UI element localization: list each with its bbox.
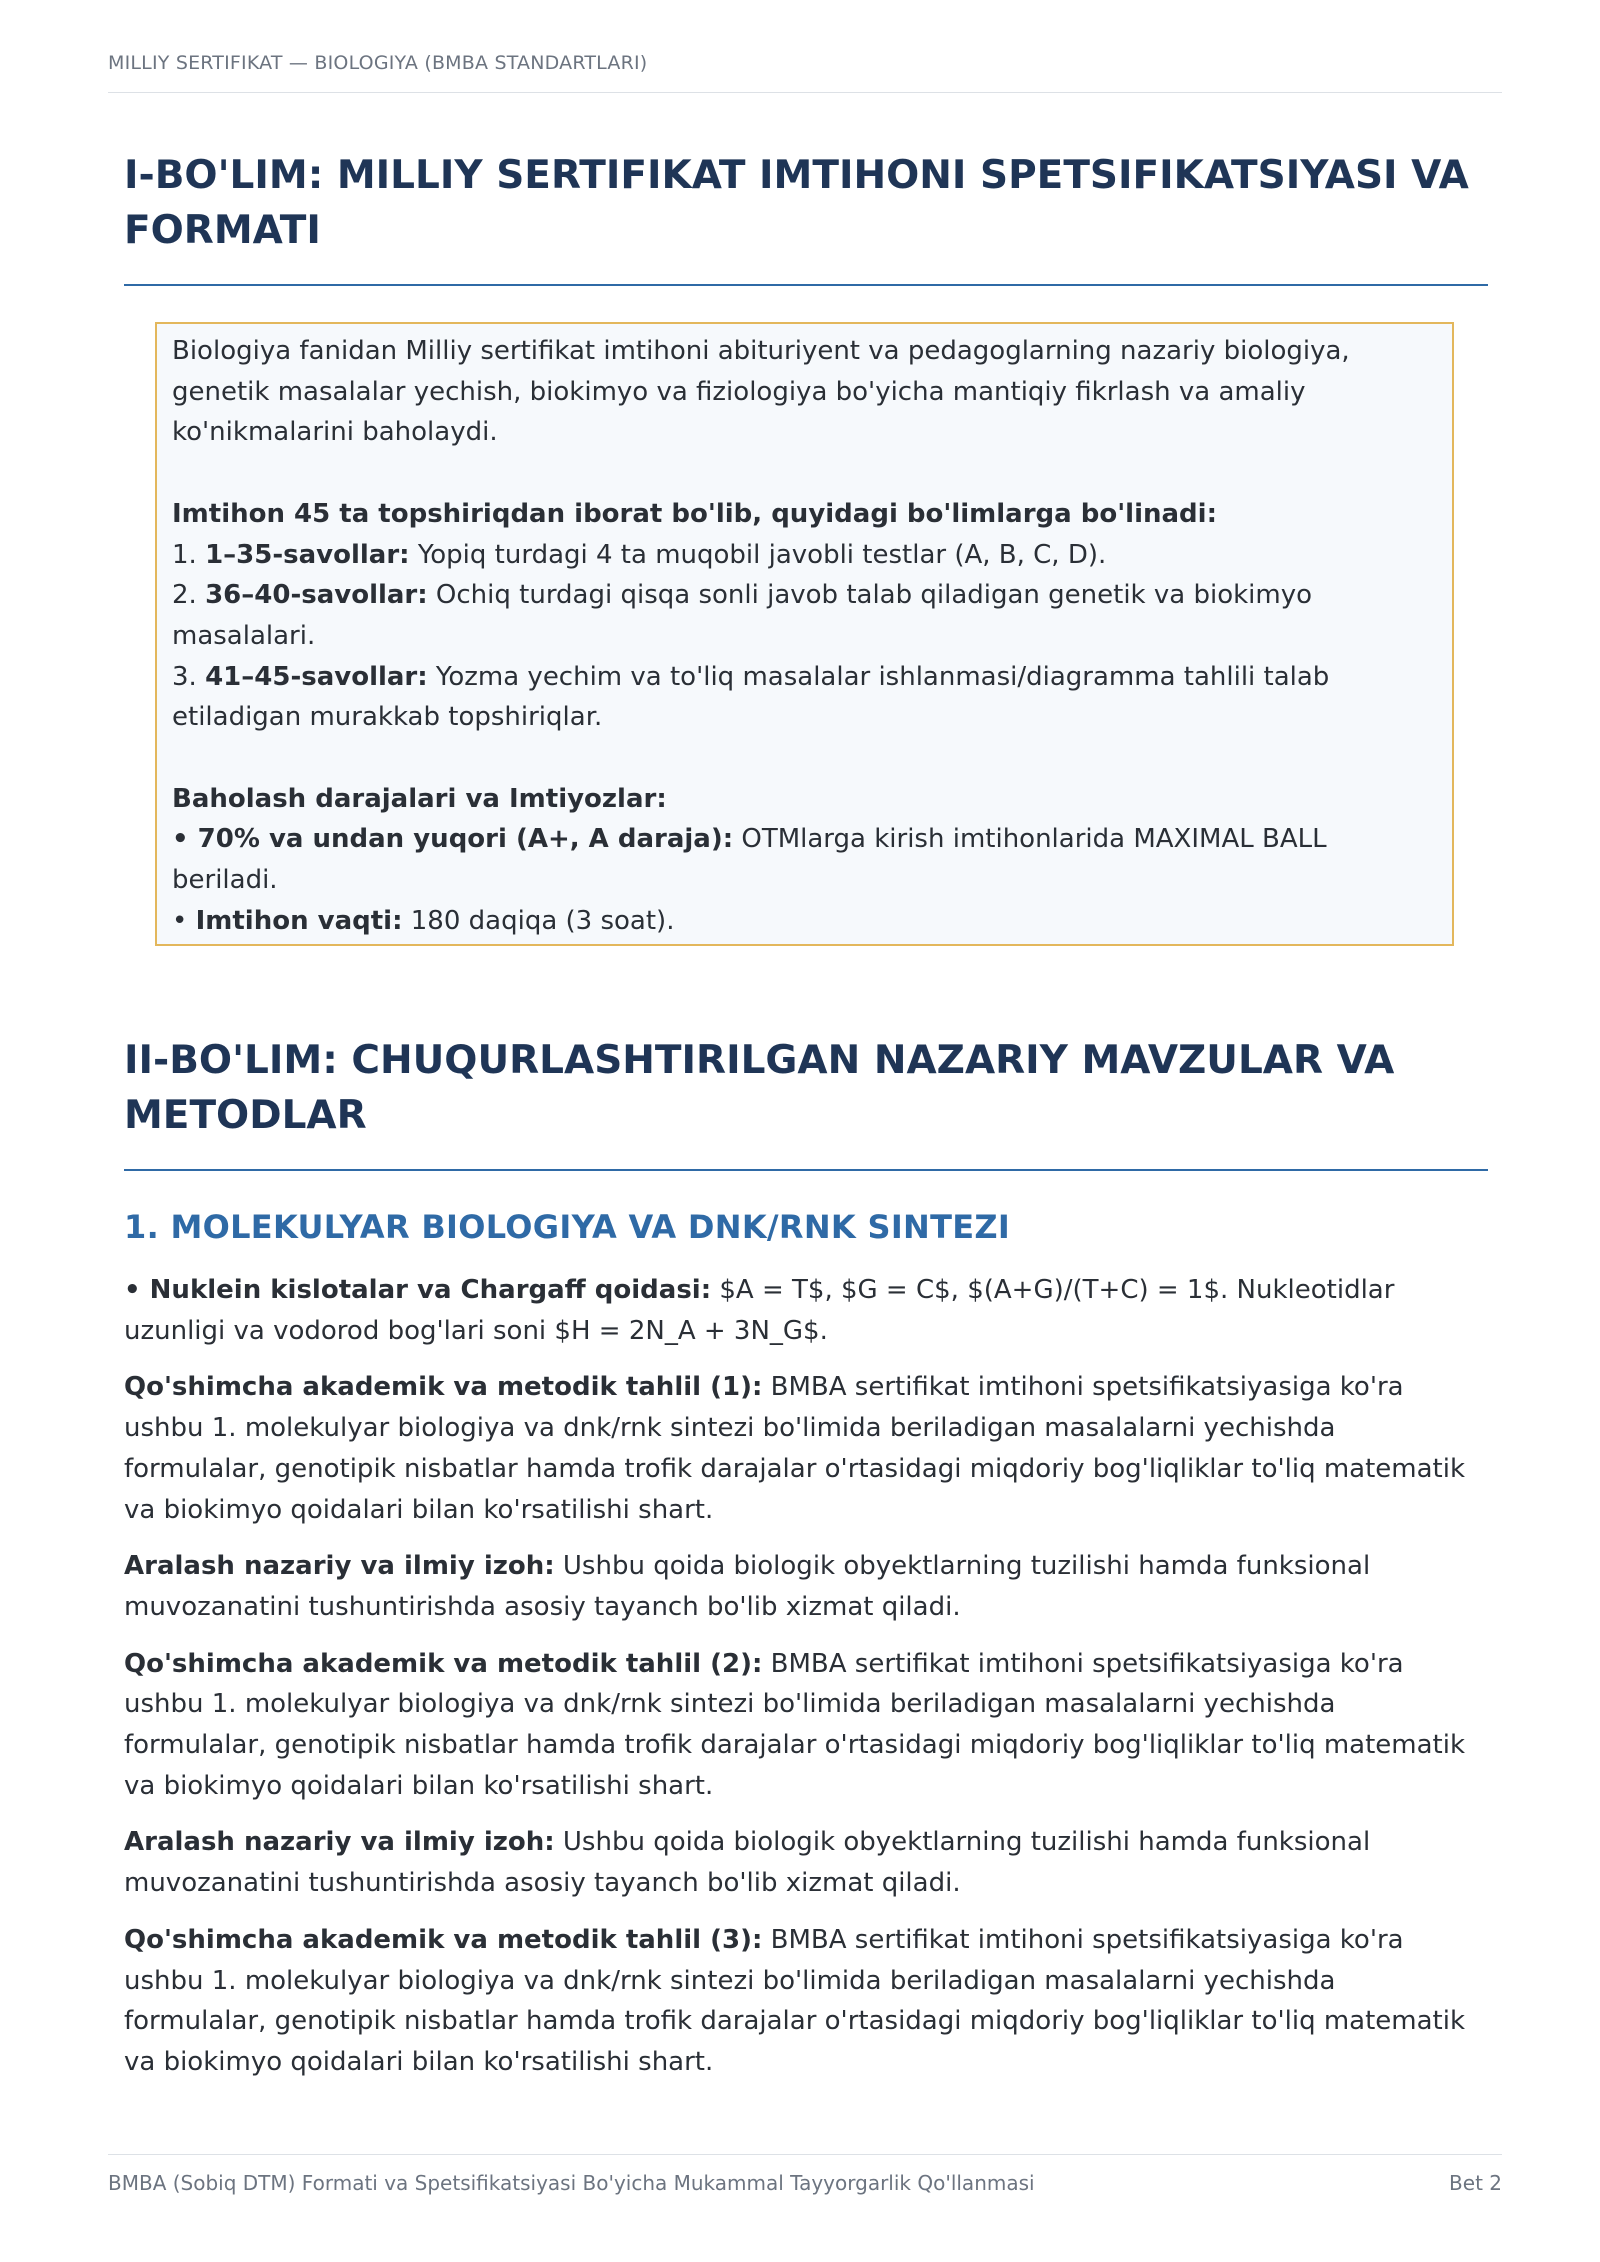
- body-paragraph: Qo'shimcha akademik va metodik tahlil (2): BMBA sertifikat imtihoni spetsifikatsiyasiga ko'ra ushbu 1. molekulyar biologiya va dnk/rnk sintezi bo'limida beriladigan masalalarni yechishda formulalar, genotipik nisbatlar hamda trofik darajalar o'rtasidagi miqdoriy bog'liqliklar to'liq matematik va biokimyo qoidalari bilan ko'rsatilishi shart.: [124, 1648, 1466, 1801]
- page-number: Bet 2: [1449, 2171, 1502, 2195]
- footer-title: BMBA (Sobiq DTM) Formati va Spetsifikatsiyasi Bo'yicha Mukammal Tayyorgarlik Qo'llanmasi: [108, 2171, 1035, 2195]
- part-item: 1. 1–35-savollar: Yopiq turdagi 4 ta muqobil javobli testlar (A, B, C, D).: [172, 539, 1107, 570]
- part-item: 2. 36–40-savollar: Ochiq turdagi qisqa sonli javob talab qiladigan genetik va biokimyo masalalari.: [172, 580, 1312, 651]
- body-paragraph: • Nuklein kislotalar va Chargaff qoidasi: $A = T$, $G = C$, $(A+G)/(T+C) = 1$. Nukleotidlar uzunligi va vodorod bog'lari soni $H = 2N_A + 3N_G$.: [124, 1275, 1395, 1346]
- grading-item: • 70% va undan yuqori (A+, A daraja): OTMlarga kirish imtihonlarida MAXIMAL BALL beriladi.: [172, 824, 1327, 896]
- running-header: MILLIY SERTIFIKAT — BIOLOGIYA (BMBA STANDARTLARI): [108, 52, 1502, 93]
- body-paragraph: Aralash nazariy va ilmiy izoh: Ushbu qoida biologik obyektlarning tuzilishi hamda funksional muvozanatini tushuntirishda asosiy tayanch bo'lib xizmat qiladi.: [124, 1551, 1371, 1622]
- grading-item: • Imtihon vaqti: 180 daqiqa (3 soat).: [172, 905, 675, 936]
- section-1-heading: I-BO'LIM: MILLIY SERTIFIKAT IMTIHONI SPETSIFIKATSIYASI VA FORMATI: [124, 148, 1488, 286]
- grading-heading: Baholash darajalari va Imtiyozlar:: [172, 783, 667, 814]
- running-footer: [108, 2154, 1502, 2195]
- section-2-body: [124, 1270, 1474, 2099]
- body-paragraph: Aralash nazariy va ilmiy izoh: Ushbu qoida biologik obyektlarning tuzilishi hamda funksional muvozanatini tushuntirishda asosiy tayanch bo'lib xizmat qiladi.: [124, 1827, 1371, 1899]
- body-paragraph: Qo'shimcha akademik va metodik tahlil (1): BMBA sertifikat imtihoni spetsifikatsiyasiga ko'ra ushbu 1. molekulyar biologiya va dnk/rnk sintezi bo'limida beriladigan masalalarni yechishda formulalar, genotipik nisbatlar hamda trofik darajalar o'rtasidagi miqdoriy bog'liqliklar to'liq matematik va biokimyo qoidalari bilan ko'rsatilishi shart.: [124, 1372, 1466, 1525]
- exam-spec-box: [155, 322, 1454, 946]
- body-paragraph: Qo'shimcha akademik va metodik tahlil (3): BMBA sertifikat imtihoni spetsifikatsiyasiga ko'ra ushbu 1. molekulyar biologiya va dnk/rnk sintezi bo'limida beriladigan masalalarni yechishda formulalar, genotipik nisbatlar hamda trofik darajalar o'rtasidagi miqdoriy bog'liqliklar to'liq matematik va biokimyo qoidalari bilan ko'rsatilishi shart.: [124, 1924, 1466, 2077]
- structure-heading: Imtihon 45 ta topshiriqdan iborat bo'lib, quyidagi bo'limlarga bo'linadi:: [172, 498, 1217, 529]
- subsection-heading: 1. MOLEKULYAR BIOLOGIYA VA DNK/RNK SINTEZI: [124, 1208, 1011, 1246]
- part-item: 3. 41–45-savollar: Yozma yechim va to'liq masalalar ishlanmasi/diagramma tahlili talab etiladigan murakkab topshiriqlar.: [172, 661, 1330, 733]
- section-2-heading: II-BO'LIM: CHUQURLASHTIRILGAN NAZARIY MAVZULAR VA METODLAR: [124, 1033, 1488, 1171]
- intro-paragraph: Biologiya fanidan Milliy sertifikat imtihoni abituriyent va pedagoglarning nazariy biologiya, genetik masalalar yechish, biokimyo va fiziologiya bo'yicha mantiqiy fikrlash va amaliy ko'nikmalarini baholaydi.: [172, 336, 1350, 448]
